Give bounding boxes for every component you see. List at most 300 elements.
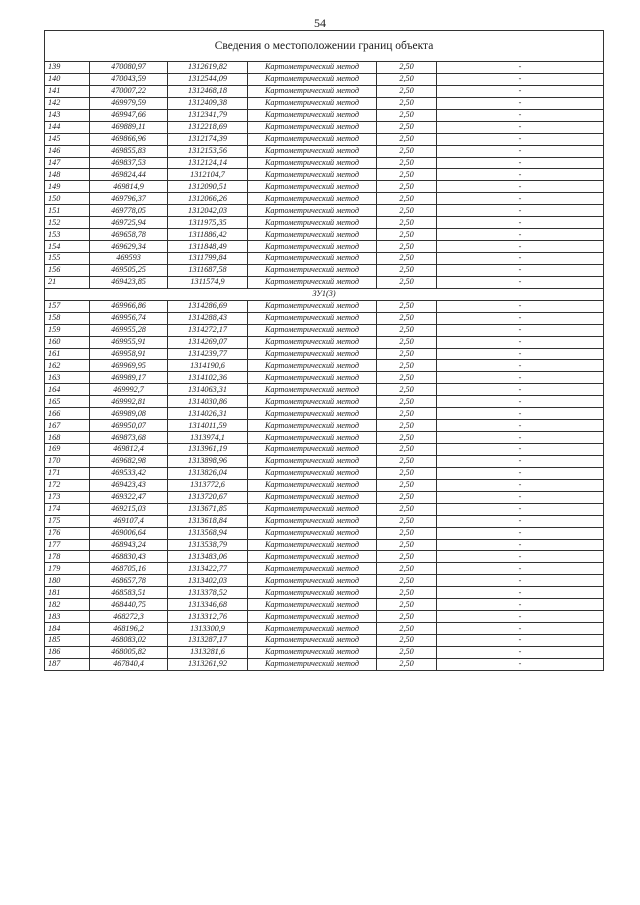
table-row — [45, 420, 604, 432]
x-coordinate-cell: 468943,24 — [90, 539, 168, 551]
point-number-cell: 158 — [45, 312, 90, 324]
accuracy-cell: 2,50 — [377, 527, 437, 539]
description-cell: - — [437, 85, 604, 97]
description-cell: - — [437, 503, 604, 515]
x-coordinate-cell: 469796,37 — [90, 193, 168, 205]
point-number-cell: 159 — [45, 324, 90, 336]
description-cell: - — [437, 563, 604, 575]
accuracy-cell: 2,50 — [377, 587, 437, 599]
point-number-cell: 166 — [45, 408, 90, 420]
x-coordinate-cell: 469866,96 — [90, 133, 168, 145]
table-row — [45, 300, 604, 312]
table-row — [45, 85, 604, 97]
y-coordinate-cell: 1314269,07 — [168, 336, 248, 348]
description-cell: - — [437, 491, 604, 503]
accuracy-cell: 2,50 — [377, 348, 437, 360]
point-number-cell: 172 — [45, 479, 90, 491]
description-cell: - — [437, 169, 604, 181]
description-cell: - — [437, 635, 604, 647]
point-number-cell: 157 — [45, 300, 90, 312]
description-cell: - — [437, 432, 604, 444]
table-row — [45, 599, 604, 611]
y-coordinate-cell: 1313346,68 — [168, 599, 248, 611]
y-coordinate-cell: 1313618,84 — [168, 515, 248, 527]
point-number-cell: 141 — [45, 85, 90, 97]
x-coordinate-cell: 469966,86 — [90, 300, 168, 312]
x-coordinate-cell: 469889,11 — [90, 121, 168, 133]
method-cell: Картометрический метод — [248, 587, 377, 599]
point-number-cell: 150 — [45, 193, 90, 205]
y-coordinate-cell: 1314286,69 — [168, 300, 248, 312]
method-cell: Картометрический метод — [248, 611, 377, 623]
x-coordinate-cell: 469950,07 — [90, 420, 168, 432]
description-cell: - — [437, 312, 604, 324]
table-row — [45, 133, 604, 145]
method-cell: Картометрический метод — [248, 467, 377, 479]
table-row — [45, 312, 604, 324]
point-number-cell: 183 — [45, 611, 90, 623]
accuracy-cell: 2,50 — [377, 157, 437, 169]
table-row — [45, 181, 604, 193]
x-coordinate-cell: 469006,64 — [90, 527, 168, 539]
table-row — [45, 396, 604, 408]
method-cell: Картометрический метод — [248, 324, 377, 336]
y-coordinate-cell: 1314190,6 — [168, 360, 248, 372]
y-coordinate-cell: 1313974,1 — [168, 432, 248, 444]
point-number-cell: 160 — [45, 336, 90, 348]
description-cell: - — [437, 479, 604, 491]
point-number-cell: 163 — [45, 372, 90, 384]
description-cell: - — [437, 372, 604, 384]
x-coordinate-cell: 469958,91 — [90, 348, 168, 360]
x-coordinate-cell: 468830,43 — [90, 551, 168, 563]
accuracy-cell: 2,50 — [377, 264, 437, 276]
accuracy-cell: 2,50 — [377, 563, 437, 575]
accuracy-cell: 2,50 — [377, 193, 437, 205]
y-coordinate-cell: 1314239,77 — [168, 348, 248, 360]
accuracy-cell: 2,50 — [377, 300, 437, 312]
table-row — [45, 503, 604, 515]
accuracy-cell: 2,50 — [377, 133, 437, 145]
x-coordinate-cell: 468583,51 — [90, 587, 168, 599]
description-cell: - — [437, 229, 604, 241]
x-coordinate-cell: 468657,78 — [90, 575, 168, 587]
method-cell: Картометрический метод — [248, 97, 377, 109]
method-cell: Картометрический метод — [248, 229, 377, 241]
table-row — [45, 109, 604, 121]
description-cell: - — [437, 157, 604, 169]
x-coordinate-cell: 469855,83 — [90, 145, 168, 157]
y-coordinate-cell: 1313826,04 — [168, 467, 248, 479]
point-number-cell: 146 — [45, 145, 90, 157]
x-coordinate-cell: 469969,95 — [90, 360, 168, 372]
x-coordinate-cell: 469824,44 — [90, 169, 168, 181]
point-number-cell: 153 — [45, 229, 90, 241]
x-coordinate-cell: 469322,47 — [90, 491, 168, 503]
point-number-cell: 149 — [45, 181, 90, 193]
method-cell: Картометрический метод — [248, 360, 377, 372]
y-coordinate-cell: 1313300,9 — [168, 623, 248, 635]
y-coordinate-cell: 1311848,49 — [168, 241, 248, 253]
point-number-cell: 155 — [45, 253, 90, 265]
y-coordinate-cell: 1314102,36 — [168, 372, 248, 384]
table-row — [45, 455, 604, 467]
description-cell: - — [437, 420, 604, 432]
y-coordinate-cell: 1311886,42 — [168, 229, 248, 241]
x-coordinate-cell: 469992,81 — [90, 396, 168, 408]
accuracy-cell: 2,50 — [377, 205, 437, 217]
description-cell: - — [437, 611, 604, 623]
page-number: 54 — [314, 16, 326, 30]
table-row — [45, 169, 604, 181]
y-coordinate-cell: 1313720,67 — [168, 491, 248, 503]
method-cell: Картометрический метод — [248, 384, 377, 396]
accuracy-cell: 2,50 — [377, 97, 437, 109]
table-row — [45, 635, 604, 647]
accuracy-cell: 2,50 — [377, 444, 437, 456]
y-coordinate-cell: 1313287,17 — [168, 635, 248, 647]
method-cell: Картометрический метод — [248, 396, 377, 408]
x-coordinate-cell: 469658,78 — [90, 229, 168, 241]
accuracy-cell: 2,50 — [377, 121, 437, 133]
accuracy-cell: 2,50 — [377, 623, 437, 635]
y-coordinate-cell: 1314063,31 — [168, 384, 248, 396]
x-coordinate-cell: 469725,94 — [90, 217, 168, 229]
point-number-cell: 187 — [45, 658, 90, 670]
table-row — [45, 563, 604, 575]
y-coordinate-cell: 1314272,17 — [168, 324, 248, 336]
description-cell: - — [437, 467, 604, 479]
x-coordinate-cell: 469423,85 — [90, 276, 168, 288]
y-coordinate-cell: 1313378,52 — [168, 587, 248, 599]
table-row — [45, 479, 604, 491]
accuracy-cell: 2,50 — [377, 658, 437, 670]
x-coordinate-cell: 469955,28 — [90, 324, 168, 336]
description-cell: - — [437, 551, 604, 563]
method-cell: Картометрический метод — [248, 73, 377, 85]
point-number-cell: 169 — [45, 444, 90, 456]
accuracy-cell: 2,50 — [377, 479, 437, 491]
point-number-cell: 171 — [45, 467, 90, 479]
description-cell: - — [437, 623, 604, 635]
accuracy-cell: 2,50 — [377, 73, 437, 85]
table-row — [45, 336, 604, 348]
table-row — [45, 372, 604, 384]
method-cell: Картометрический метод — [248, 563, 377, 575]
table-row — [45, 121, 604, 133]
x-coordinate-cell: 468440,75 — [90, 599, 168, 611]
description-cell: - — [437, 599, 604, 611]
description-cell: - — [437, 264, 604, 276]
x-coordinate-cell: 468272,3 — [90, 611, 168, 623]
method-cell: Картометрический метод — [248, 62, 377, 74]
description-cell: - — [437, 360, 604, 372]
x-coordinate-cell: 469215,03 — [90, 503, 168, 515]
accuracy-cell: 2,50 — [377, 384, 437, 396]
table-row — [45, 527, 604, 539]
method-cell: Картометрический метод — [248, 539, 377, 551]
y-coordinate-cell: 1312218,69 — [168, 121, 248, 133]
table-row — [45, 611, 604, 623]
method-cell: Картометрический метод — [248, 85, 377, 97]
method-cell: Картометрический метод — [248, 109, 377, 121]
description-cell: - — [437, 527, 604, 539]
method-cell: Картометрический метод — [248, 432, 377, 444]
point-number-cell: 151 — [45, 205, 90, 217]
table-row — [45, 515, 604, 527]
y-coordinate-cell: 1311975,35 — [168, 217, 248, 229]
point-number-cell: 185 — [45, 635, 90, 647]
description-cell: - — [437, 241, 604, 253]
accuracy-cell: 2,50 — [377, 312, 437, 324]
method-cell: Картометрический метод — [248, 121, 377, 133]
method-cell: Картометрический метод — [248, 455, 377, 467]
x-coordinate-cell: 469989,17 — [90, 372, 168, 384]
y-coordinate-cell: 1314026,31 — [168, 408, 248, 420]
point-number-cell: 162 — [45, 360, 90, 372]
accuracy-cell: 2,50 — [377, 62, 437, 74]
x-coordinate-cell: 469778,05 — [90, 205, 168, 217]
accuracy-cell: 2,50 — [377, 109, 437, 121]
y-coordinate-cell: 1313402,03 — [168, 575, 248, 587]
method-cell: Картометрический метод — [248, 157, 377, 169]
point-number-cell: 173 — [45, 491, 90, 503]
method-cell: Картометрический метод — [248, 276, 377, 288]
method-cell: Картометрический метод — [248, 253, 377, 265]
point-number-cell: 170 — [45, 455, 90, 467]
point-number-cell: 176 — [45, 527, 90, 539]
description-cell: - — [437, 62, 604, 74]
table-row — [45, 324, 604, 336]
y-coordinate-cell: 1313961,19 — [168, 444, 248, 456]
point-number-cell: 165 — [45, 396, 90, 408]
description-cell: - — [437, 646, 604, 658]
table-row — [45, 193, 604, 205]
method-cell: Картометрический метод — [248, 646, 377, 658]
point-number-cell: 164 — [45, 384, 90, 396]
table-row — [45, 408, 604, 420]
x-coordinate-cell: 469992,7 — [90, 384, 168, 396]
description-cell: - — [437, 145, 604, 157]
x-coordinate-cell: 469423,43 — [90, 479, 168, 491]
x-coordinate-cell: 469873,68 — [90, 432, 168, 444]
y-coordinate-cell: 1313772,6 — [168, 479, 248, 491]
point-number-cell: 182 — [45, 599, 90, 611]
x-coordinate-cell: 469837,53 — [90, 157, 168, 169]
accuracy-cell: 2,50 — [377, 611, 437, 623]
x-coordinate-cell: 469989,08 — [90, 408, 168, 420]
description-cell: - — [437, 408, 604, 420]
table-row — [45, 348, 604, 360]
method-cell: Картометрический метод — [248, 408, 377, 420]
point-number-cell: 186 — [45, 646, 90, 658]
description-cell: - — [437, 515, 604, 527]
accuracy-cell: 2,50 — [377, 503, 437, 515]
coordinates-table — [44, 30, 604, 671]
point-number-cell: 167 — [45, 420, 90, 432]
accuracy-cell: 2,50 — [377, 336, 437, 348]
description-cell: - — [437, 455, 604, 467]
y-coordinate-cell: 1314030,86 — [168, 396, 248, 408]
method-cell: Картометрический метод — [248, 635, 377, 647]
table-row — [45, 62, 604, 74]
accuracy-cell: 2,50 — [377, 455, 437, 467]
table-row — [45, 241, 604, 253]
method-cell: Картометрический метод — [248, 217, 377, 229]
table-row — [45, 491, 604, 503]
point-number-cell: 139 — [45, 62, 90, 74]
method-cell: Картометрический метод — [248, 479, 377, 491]
point-number-cell: 154 — [45, 241, 90, 253]
y-coordinate-cell: 1312042,03 — [168, 205, 248, 217]
table-row — [45, 384, 604, 396]
table-row — [45, 623, 604, 635]
description-cell: - — [437, 73, 604, 85]
method-cell: Картометрический метод — [248, 205, 377, 217]
method-cell: Картометрический метод — [248, 181, 377, 193]
method-cell: Картометрический метод — [248, 264, 377, 276]
table-row — [45, 145, 604, 157]
table-row — [45, 539, 604, 551]
table-row — [45, 253, 604, 265]
x-coordinate-cell: 469979,59 — [90, 97, 168, 109]
table-row — [45, 432, 604, 444]
x-coordinate-cell: 469947,66 — [90, 109, 168, 121]
point-number-cell: 184 — [45, 623, 90, 635]
y-coordinate-cell: 1313671,85 — [168, 503, 248, 515]
accuracy-cell: 2,50 — [377, 420, 437, 432]
table-row — [45, 276, 604, 288]
section-row — [45, 288, 604, 300]
point-number-cell: 174 — [45, 503, 90, 515]
point-number-cell: 145 — [45, 133, 90, 145]
method-cell: Картометрический метод — [248, 444, 377, 456]
x-coordinate-cell: 467840,4 — [90, 658, 168, 670]
method-cell: Картометрический метод — [248, 515, 377, 527]
table-row — [45, 658, 604, 670]
method-cell: Картометрический метод — [248, 193, 377, 205]
accuracy-cell: 2,50 — [377, 324, 437, 336]
section-label: ЗУ1(3) — [45, 288, 604, 300]
y-coordinate-cell: 1312124,14 — [168, 157, 248, 169]
table-row — [45, 264, 604, 276]
y-coordinate-cell: 1313538,79 — [168, 539, 248, 551]
description-cell: - — [437, 217, 604, 229]
table-row — [45, 587, 604, 599]
accuracy-cell: 2,50 — [377, 396, 437, 408]
y-coordinate-cell: 1311574,9 — [168, 276, 248, 288]
y-coordinate-cell: 1312174,39 — [168, 133, 248, 145]
accuracy-cell: 2,50 — [377, 253, 437, 265]
method-cell: Картометрический метод — [248, 336, 377, 348]
x-coordinate-cell: 468196,2 — [90, 623, 168, 635]
x-coordinate-cell: 469812,4 — [90, 444, 168, 456]
description-cell: - — [437, 587, 604, 599]
y-coordinate-cell: 1314288,43 — [168, 312, 248, 324]
method-cell: Картометрический метод — [248, 658, 377, 670]
description-cell: - — [437, 181, 604, 193]
description-cell: - — [437, 109, 604, 121]
x-coordinate-cell: 469955,91 — [90, 336, 168, 348]
table-row — [45, 551, 604, 563]
accuracy-cell: 2,50 — [377, 467, 437, 479]
point-number-cell: 168 — [45, 432, 90, 444]
point-number-cell: 144 — [45, 121, 90, 133]
y-coordinate-cell: 1313422,77 — [168, 563, 248, 575]
accuracy-cell: 2,50 — [377, 145, 437, 157]
y-coordinate-cell: 1312066,26 — [168, 193, 248, 205]
accuracy-cell: 2,50 — [377, 408, 437, 420]
method-cell: Картометрический метод — [248, 623, 377, 635]
method-cell: Картометрический метод — [248, 503, 377, 515]
accuracy-cell: 2,50 — [377, 432, 437, 444]
x-coordinate-cell: 469682,98 — [90, 455, 168, 467]
accuracy-cell: 2,50 — [377, 241, 437, 253]
accuracy-cell: 2,50 — [377, 599, 437, 611]
point-number-cell: 21 — [45, 276, 90, 288]
point-number-cell: 179 — [45, 563, 90, 575]
accuracy-cell: 2,50 — [377, 229, 437, 241]
accuracy-cell: 2,50 — [377, 635, 437, 647]
table-row — [45, 229, 604, 241]
point-number-cell: 142 — [45, 97, 90, 109]
table-row — [45, 360, 604, 372]
x-coordinate-cell: 470080,97 — [90, 62, 168, 74]
description-cell: - — [437, 97, 604, 109]
description-cell: - — [437, 575, 604, 587]
point-number-cell: 148 — [45, 169, 90, 181]
y-coordinate-cell: 1312090,51 — [168, 181, 248, 193]
description-cell: - — [437, 205, 604, 217]
description-cell: - — [437, 336, 604, 348]
method-cell: Картометрический метод — [248, 348, 377, 360]
method-cell: Картометрический метод — [248, 491, 377, 503]
y-coordinate-cell: 1313568,94 — [168, 527, 248, 539]
point-number-cell: 178 — [45, 551, 90, 563]
accuracy-cell: 2,50 — [377, 575, 437, 587]
x-coordinate-cell: 469533,42 — [90, 467, 168, 479]
accuracy-cell: 2,50 — [377, 646, 437, 658]
x-coordinate-cell: 469956,74 — [90, 312, 168, 324]
table-row — [45, 575, 604, 587]
method-cell: Картометрический метод — [248, 599, 377, 611]
method-cell: Картометрический метод — [248, 575, 377, 587]
description-cell: - — [437, 253, 604, 265]
method-cell: Картометрический метод — [248, 372, 377, 384]
description-cell: - — [437, 444, 604, 456]
accuracy-cell: 2,50 — [377, 372, 437, 384]
table-row — [45, 217, 604, 229]
y-coordinate-cell: 1311687,58 — [168, 264, 248, 276]
table-row — [45, 205, 604, 217]
x-coordinate-cell: 469505,25 — [90, 264, 168, 276]
accuracy-cell: 2,50 — [377, 169, 437, 181]
accuracy-cell: 2,50 — [377, 515, 437, 527]
table-row — [45, 444, 604, 456]
method-cell: Картометрический метод — [248, 241, 377, 253]
y-coordinate-cell: 1312153,56 — [168, 145, 248, 157]
point-number-cell: 181 — [45, 587, 90, 599]
method-cell: Картометрический метод — [248, 145, 377, 157]
point-number-cell: 156 — [45, 264, 90, 276]
table-row — [45, 646, 604, 658]
method-cell: Картометрический метод — [248, 133, 377, 145]
description-cell: - — [437, 276, 604, 288]
table-row — [45, 467, 604, 479]
accuracy-cell: 2,50 — [377, 181, 437, 193]
x-coordinate-cell: 468005,82 — [90, 646, 168, 658]
y-coordinate-cell: 1312409,38 — [168, 97, 248, 109]
